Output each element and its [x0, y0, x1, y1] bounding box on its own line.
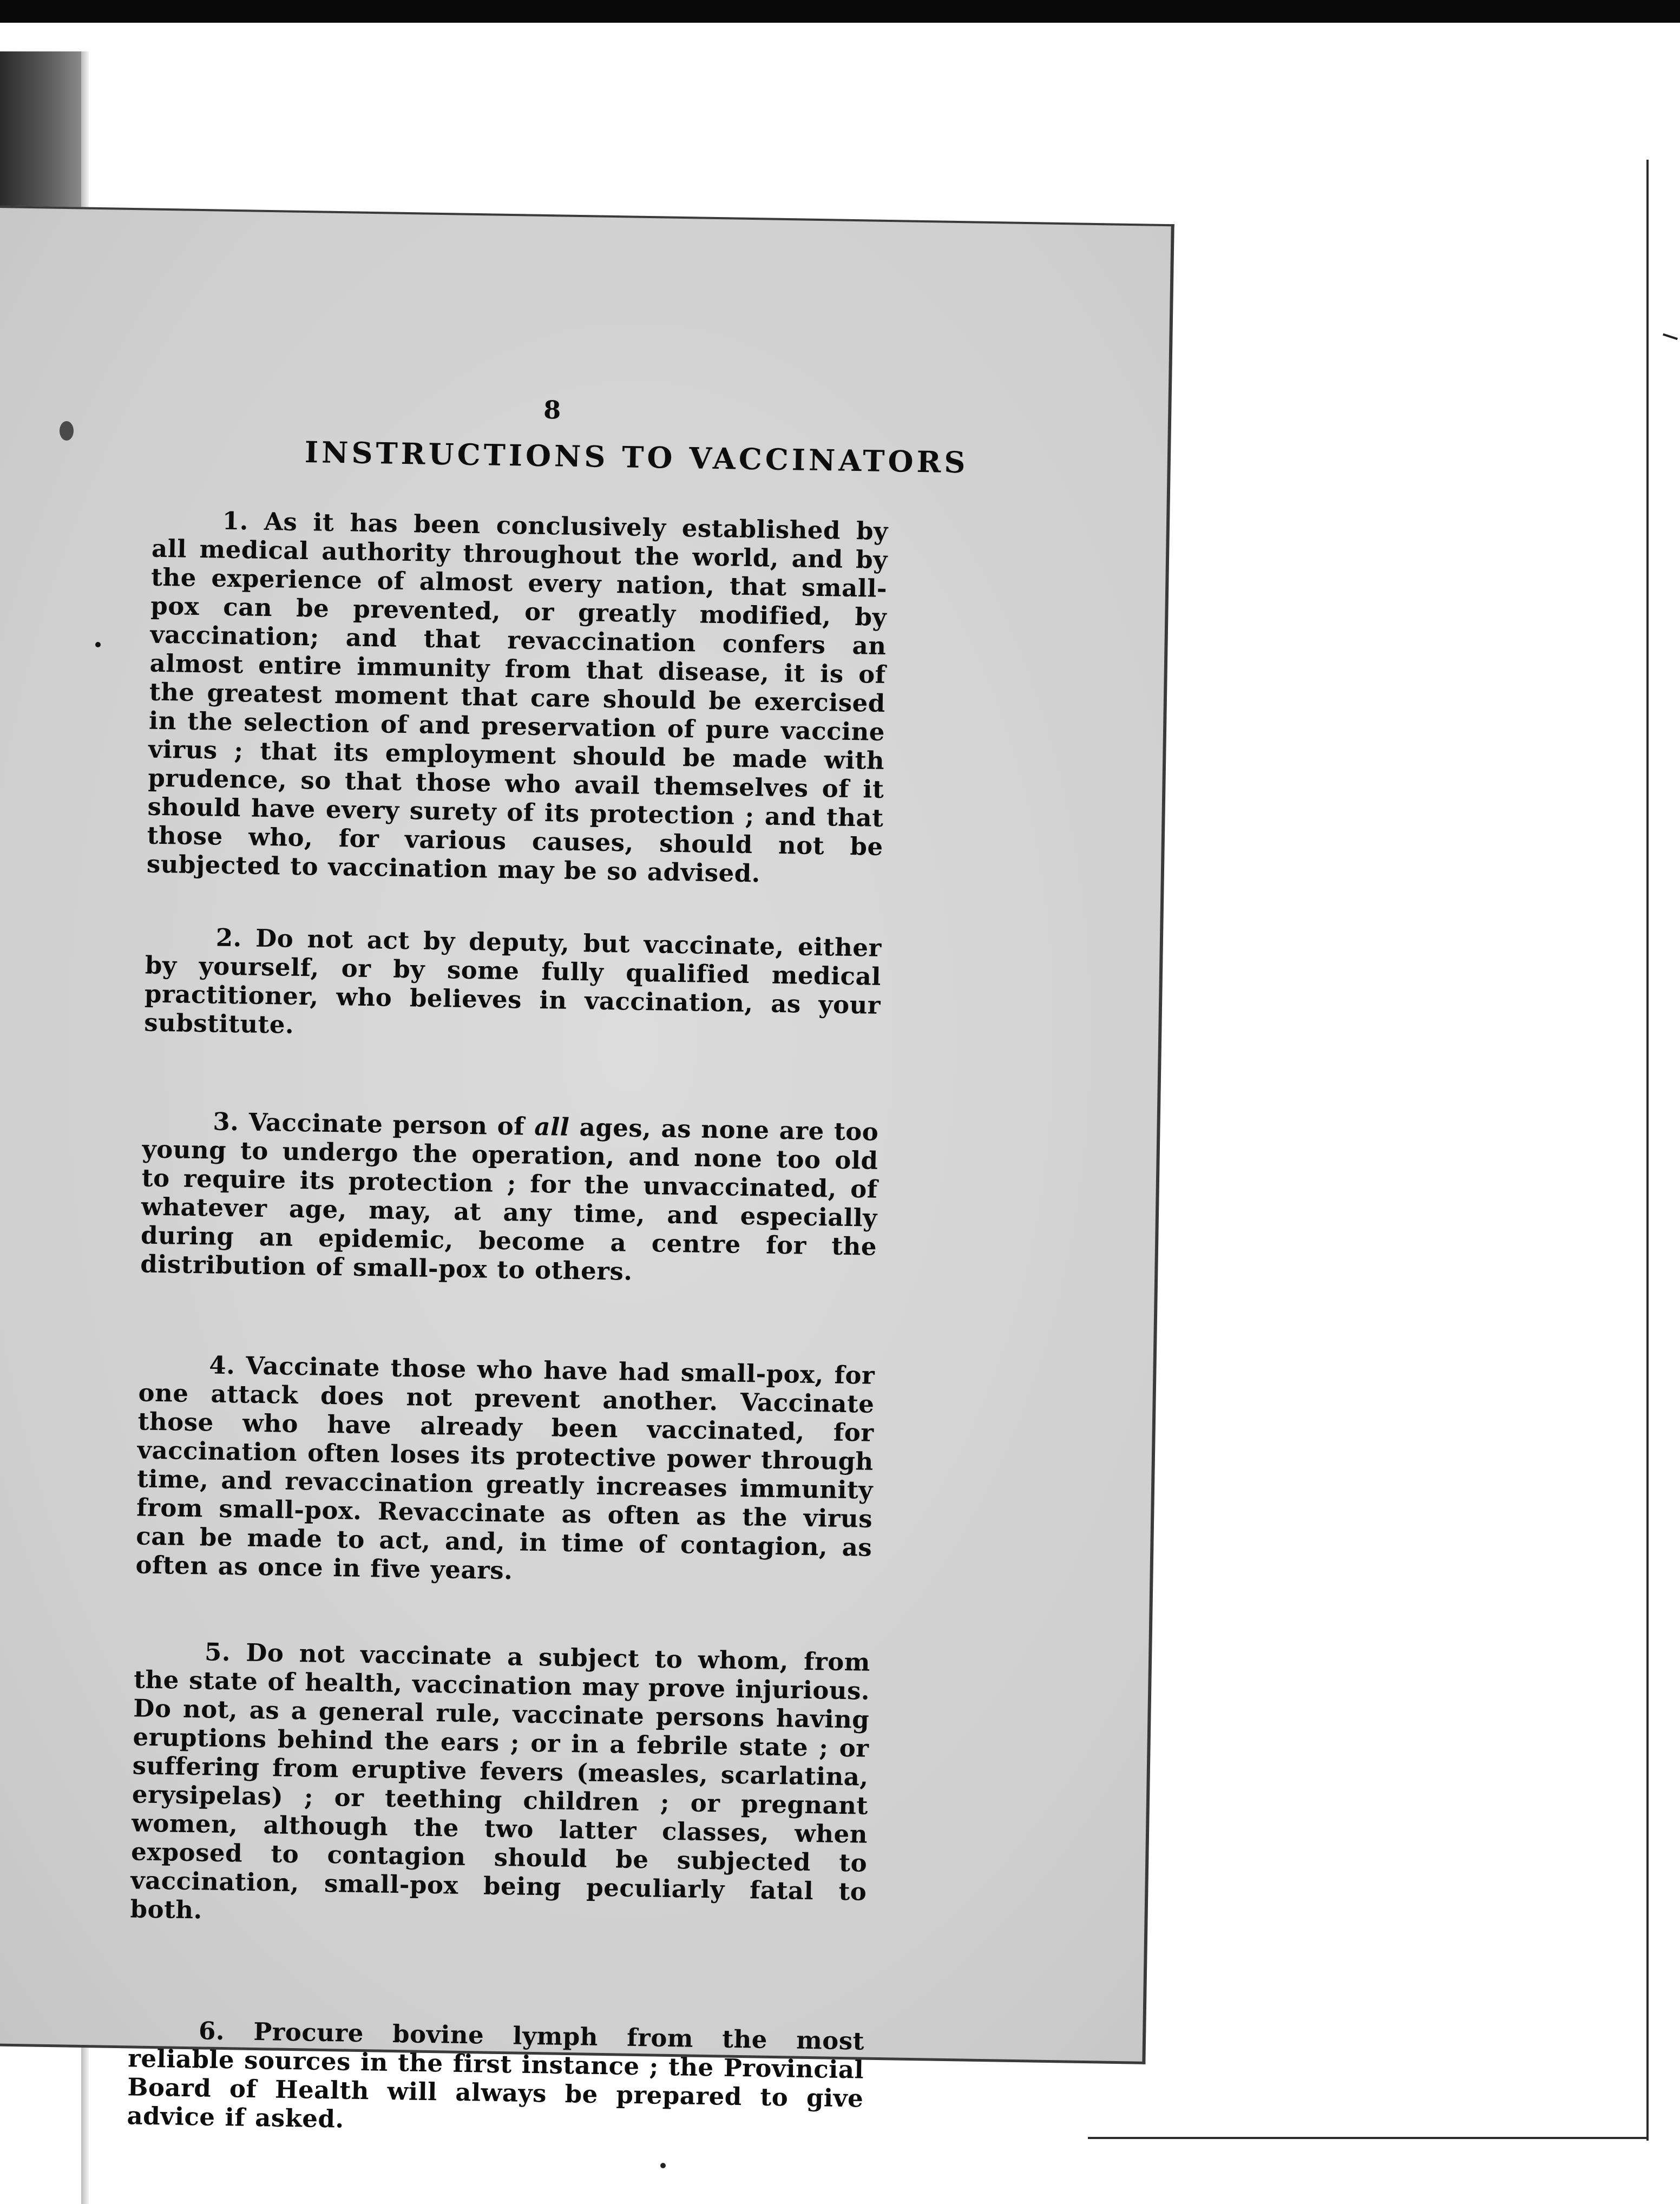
paragraph-3-end: ages, as none are too young to undergo the operation, and none too old to require its protection ; for the unvaccinated, of whatever age, may, at any time, and especially during an epidemic, become a centre for the distribution of small-pox to others. — [140, 1112, 879, 1286]
paragraph-3 — [140, 1106, 879, 1290]
paragraph-4: 4. Vaccinate those who have had small-pox, for one attack does not prevent another. Vaccinate those who have already been vaccinated, for vaccination often loses its protective power through time, and revaccination greatly increases immunity from small-pox. Revaccinate as often as the virus can be made to act, and, in time of contagion, as often as once in five years. — [135, 1350, 875, 1585]
scan-speck — [660, 2163, 666, 2168]
scan-border-top — [0, 0, 1680, 23]
scan-speck — [95, 642, 101, 647]
paragraph-1: 1. As it has been conclusively established by all medical authority throughout the world, and by the experience of almost every nation, that small-pox can be prevented, or greatly modified, by vaccination; and that revaccination confers an almost entire immunity from that disease, it is of the greatest moment that care should be exercised in the selection of and preservation of pure vaccine virus ; that its employment should be made with prudence, so that those who avail themselves of it should have every surety of its protection ; and that those who, for various causes, should not be subjected to vaccination may be so advised. — [146, 506, 889, 888]
paragraph-3-start: 3. Vaccinate person of — [213, 1107, 535, 1141]
page-heading: INSTRUCTIONS TO VACCINATORS — [304, 435, 969, 480]
underlying-page-edge-right — [1646, 160, 1649, 2141]
document-page — [0, 206, 1174, 2134]
scan-speck — [60, 421, 74, 441]
underlying-page-edge-bottom — [1088, 2137, 1648, 2139]
paragraph-2: 2. Do not act by deputy, but vaccinate, either by yourself, or by some fully qualified medical practitioner, who believes in vaccination, as your substitute. — [143, 923, 882, 1039]
paragraph-6: 6. Procure bovine lymph from the most reliable sources in the first instance ; the Provincial Board of Health will always be prepared to give advice if asked. — [127, 2016, 865, 2134]
paragraph-5: 5. Do not vaccinate a subject to whom, from the state of health, vaccination may prove injurious. Do not, as a general rule, vaccinate persons having eruptions behind the ears ; or in a febrile state ; or suffering from eruptive fevers (measles, scarlatina, erysipelas) ; or teething children ; or pregnant women, although the two latter classes, when exposed to contagion should be subjected to vaccination, small-pox being peculiarly fatal to both. — [130, 1637, 871, 1925]
paragraph-3-emphasis: all — [534, 1112, 570, 1142]
scan-mark — [1663, 333, 1678, 340]
scan-edge-left — [0, 51, 81, 211]
page-number: 8 — [543, 395, 561, 425]
page-content — [122, 389, 969, 2134]
